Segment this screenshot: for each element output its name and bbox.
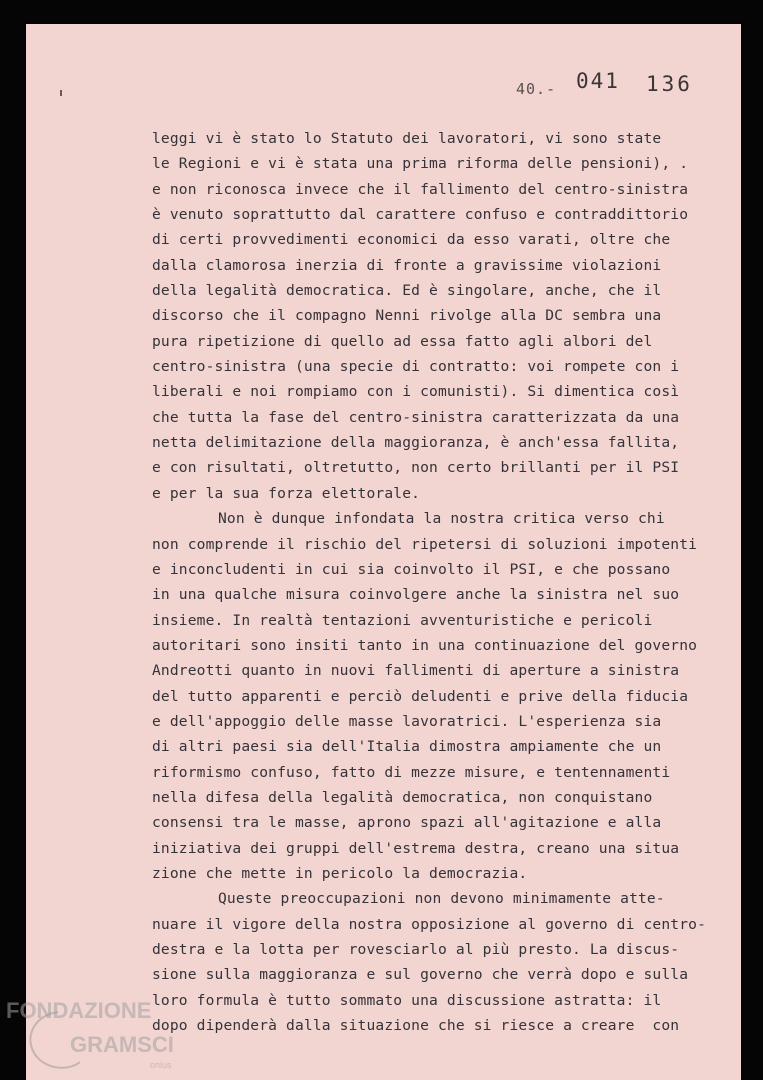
- text-line: nuare il vigore della nostra opposizione al governo di centro-: [152, 915, 707, 933]
- text-line: centro-sinistra (una specie di contratto: voi rompete con i: [152, 358, 680, 376]
- text-line: autoritari sono insiti tanto in una continuazione del governo: [152, 636, 698, 654]
- text-line: consensi tra le masse, aprono spazi all'agitazione e alla: [152, 814, 662, 832]
- text-line: insieme. In realtà tentazioni avventuristiche e pericoli: [152, 611, 653, 629]
- text-line: di certi provvedimenti economici da esso varati, oltre che: [152, 231, 671, 249]
- watermark-line3: onlus: [150, 1060, 172, 1070]
- text-line: non comprende il rischio del ripetersi di soluzioni impotenti: [152, 535, 698, 553]
- text-line: destra e la lotta per rovesciarlo al più presto. La discus-: [152, 941, 680, 958]
- text-line: della legalità democratica. Ed è singolare, anche, che il: [152, 282, 662, 300]
- typewritten-body: [152, 126, 732, 1038]
- text-line: loro formula è tutto sommato una discussione astratta: il: [152, 991, 662, 1009]
- text-line: netta delimitazione della maggioranza, è anch'essa fallita,: [152, 434, 680, 452]
- text-line: di altri paesi sia dell'Italia dimostra ampiamente che un: [152, 738, 662, 756]
- text-line: e per la sua forza elettorale.: [152, 484, 421, 502]
- text-line: Queste preoccupazioni non devono minimamente atte-: [218, 890, 665, 908]
- text-line: discorso che il compagno Nenni rivolge alla DC sembra una: [152, 307, 662, 325]
- text-line: leggi vi è stato lo Statuto dei lavoratori, vi sono state: [152, 130, 662, 147]
- text-line: pura ripetizione di quello ad essa fatto agli albori del: [152, 332, 653, 350]
- text-line: del tutto apparenti e perciò deludenti e prive della fiducia: [152, 687, 689, 705]
- text-line: Andreotti quanto in nuovi fallimenti di aperture a sinistra: [152, 662, 680, 680]
- archive-number-part-b: 136: [646, 72, 693, 96]
- text-line: zione che mette in pericolo la democrazia.: [152, 864, 528, 882]
- text-line: iniziativa dei gruppi dell'estrema destra, creano una situa: [152, 839, 680, 857]
- text-line: che tutta la fase del centro-sinistra caratterizzata da una: [152, 408, 680, 426]
- watermark-line2: GRAMSCI: [70, 1032, 174, 1057]
- text-line: nella difesa della legalità democratica, non conquistano: [152, 788, 653, 806]
- text-line: le Regioni e vi è stata una prima riforma delle pensioni), .: [152, 155, 689, 173]
- fondazione-gramsci-watermark: [0, 994, 210, 1076]
- text-line: e non riconosca invece che il fallimento del centro-sinistra: [152, 180, 689, 198]
- text-line: liberali e noi rompiamo con i comunisti). Si dimentica così: [152, 383, 680, 401]
- text-line: e con risultati, oltretutto, non certo brillanti per il PSI: [152, 459, 680, 477]
- text-line: Non è dunque infondata la nostra critica verso chi: [218, 510, 665, 528]
- handwritten-page-number: 40.-: [516, 80, 557, 98]
- text-line: e dell'appoggio delle masse lavoratrici. L'esperienza sia: [152, 712, 662, 730]
- text-line: dopo dipenderà dalla situazione che si riesce a creare con: [152, 1017, 680, 1035]
- text-line: e inconcludenti in cui sia coinvolto il PSI, e che possano: [152, 560, 671, 578]
- text-line: riformismo confuso, fatto di mezze misure, e tentennamenti: [152, 763, 671, 781]
- document-page: [26, 24, 741, 1080]
- text-line: è venuto soprattutto dal carattere confuso e contraddittorio: [152, 206, 689, 224]
- text-line: dalla clamorosa inerzia di fronte a gravissime violazioni: [152, 256, 662, 274]
- text-line: in una qualche misura coinvolgere anche la sinistra nel suo: [152, 586, 680, 604]
- text-line: sione sulla maggioranza e sul governo che verrà dopo e sulla: [152, 966, 689, 984]
- margin-mark: [60, 90, 62, 96]
- archive-number-part-a: 041: [576, 69, 620, 93]
- watermark-line1: FONDAZIONE: [6, 998, 152, 1023]
